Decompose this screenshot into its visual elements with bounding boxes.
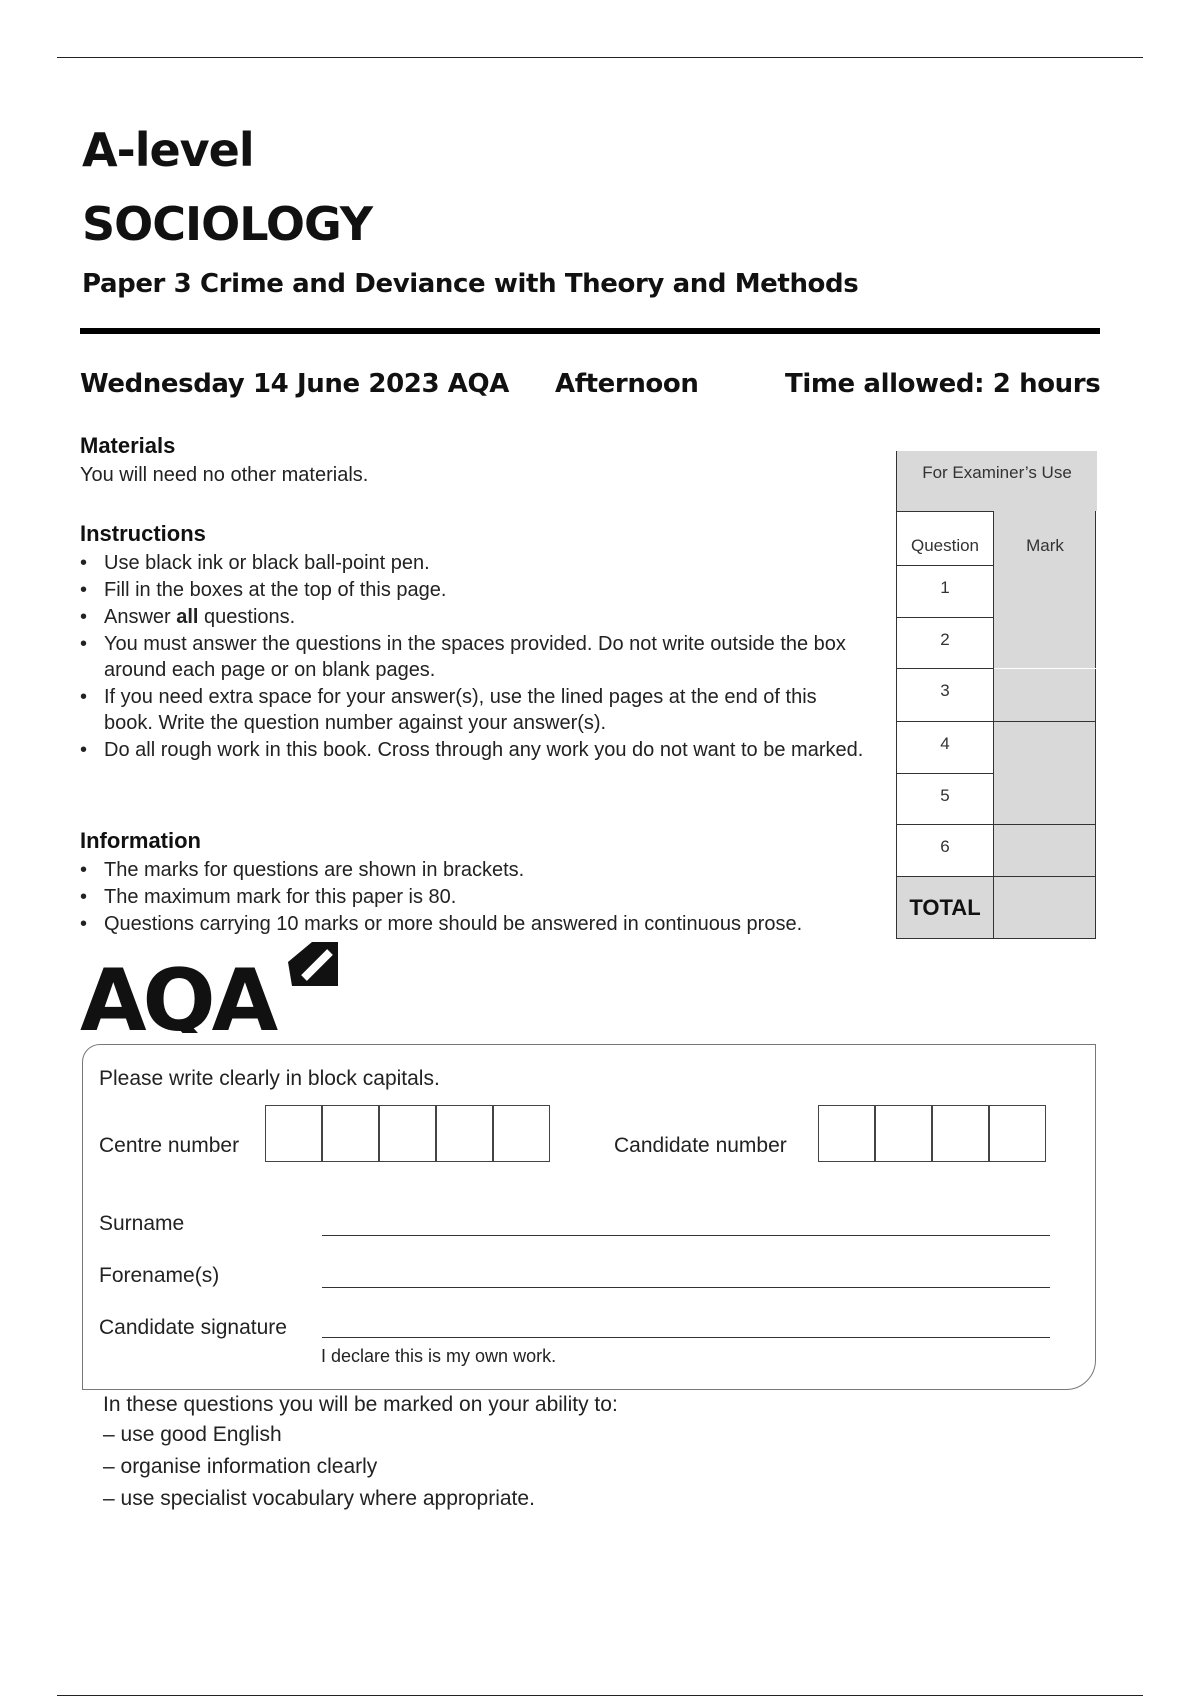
bottom-rule xyxy=(57,1695,1143,1696)
title-divider xyxy=(80,328,1100,334)
assessment-item: – use specialist vocabulary where appropriate. xyxy=(103,1487,535,1510)
centre-number-digit-box[interactable] xyxy=(265,1105,322,1162)
subject-title: SOCIOLOGY xyxy=(82,197,373,251)
information-list xyxy=(80,857,900,938)
total-label: TOTAL xyxy=(896,877,994,939)
candidate-number-digit-box[interactable] xyxy=(932,1105,989,1162)
signature-field[interactable] xyxy=(322,1337,1050,1338)
block-capitals-note: Please write clearly in block capitals. xyxy=(99,1067,440,1090)
surname-field[interactable] xyxy=(322,1235,1050,1236)
instruction-item: • Fill in the boxes at the top of this page. xyxy=(80,577,870,603)
centre-number-digit-box[interactable] xyxy=(493,1105,550,1162)
centre-number-digit-box[interactable] xyxy=(436,1105,493,1162)
instruction-item: • Answer all questions. xyxy=(80,604,870,630)
top-rule xyxy=(57,57,1143,58)
question-cell: 1 xyxy=(896,566,994,618)
candidate-number-digit-box[interactable] xyxy=(875,1105,932,1162)
centre-number-digit-box[interactable] xyxy=(322,1105,379,1162)
mark-cell[interactable] xyxy=(994,825,1096,877)
centre-number-label: Centre number xyxy=(99,1134,240,1157)
examiner-table-title: For Examiner’s Use xyxy=(896,451,1097,511)
aqa-flag-logo-icon xyxy=(80,938,340,1033)
qualification-level: A-level xyxy=(82,123,254,177)
candidate-number-digit-box[interactable] xyxy=(818,1105,875,1162)
forename-field[interactable] xyxy=(322,1287,1050,1288)
assessment-item: – use good English xyxy=(103,1423,282,1446)
assessment-intro: In these questions you will be marked on your ability to: xyxy=(103,1393,618,1416)
information-item: • Questions carrying 10 marks or more should be answered in continuous prose. xyxy=(80,911,900,937)
question-cell: 3 xyxy=(896,669,994,722)
information-item: • The maximum mark for this paper is 80. xyxy=(80,884,900,910)
signature-label: Candidate signature xyxy=(99,1316,287,1339)
instructions-list xyxy=(80,550,870,764)
information-heading: Information xyxy=(80,828,201,853)
question-cell: 6 xyxy=(896,825,994,877)
aqa-logo xyxy=(80,938,340,1033)
instruction-item: • If you need extra space for your answer(s), use the lined pages at the end of this book. Write the question number against your answer(s). xyxy=(80,684,870,736)
total-mark-cell[interactable] xyxy=(994,877,1096,939)
surname-label: Surname xyxy=(99,1212,185,1235)
information-item: • The marks for questions are shown in brackets. xyxy=(80,857,900,883)
time-allowed: Time allowed: 2 hours xyxy=(785,369,1101,399)
forename-label: Forename(s) xyxy=(99,1264,220,1287)
mark-cell[interactable] xyxy=(994,669,1096,722)
instruction-item: • You must answer the questions in the spaces provided. Do not write outside the box around each page or on blank pages. xyxy=(80,631,870,683)
question-cell: 2 xyxy=(896,618,994,669)
centre-number-digit-box[interactable] xyxy=(379,1105,436,1162)
question-cell: 4 xyxy=(896,722,994,774)
instruction-item: • Use black ink or black ball-point pen. xyxy=(80,550,870,576)
candidate-number-digit-box[interactable] xyxy=(989,1105,1046,1162)
assessment-item: – organise information clearly xyxy=(103,1455,378,1478)
col-mark-header: Mark xyxy=(1026,536,1064,555)
logo-text: AQA xyxy=(80,951,275,1033)
exam-session: Afternoon xyxy=(555,369,699,399)
declaration-text: I declare this is my own work. xyxy=(321,1346,557,1366)
exam-date: Wednesday 14 June 2023 AQA xyxy=(80,369,509,399)
question-cell: 5 xyxy=(896,774,994,825)
col-question-header: Question xyxy=(896,511,994,566)
instruction-item: • Do all rough work in this book. Cross through any work you do not want to be marked. xyxy=(80,737,870,763)
mark-cell[interactable] xyxy=(994,722,1096,825)
materials-text: You will need no other materials. xyxy=(80,464,369,486)
paper-title: Paper 3 Crime and Deviance with Theory and Methods xyxy=(82,269,859,299)
instructions-heading: Instructions xyxy=(80,521,206,546)
materials-heading: Materials xyxy=(80,433,176,458)
candidate-number-label: Candidate number xyxy=(614,1134,787,1157)
